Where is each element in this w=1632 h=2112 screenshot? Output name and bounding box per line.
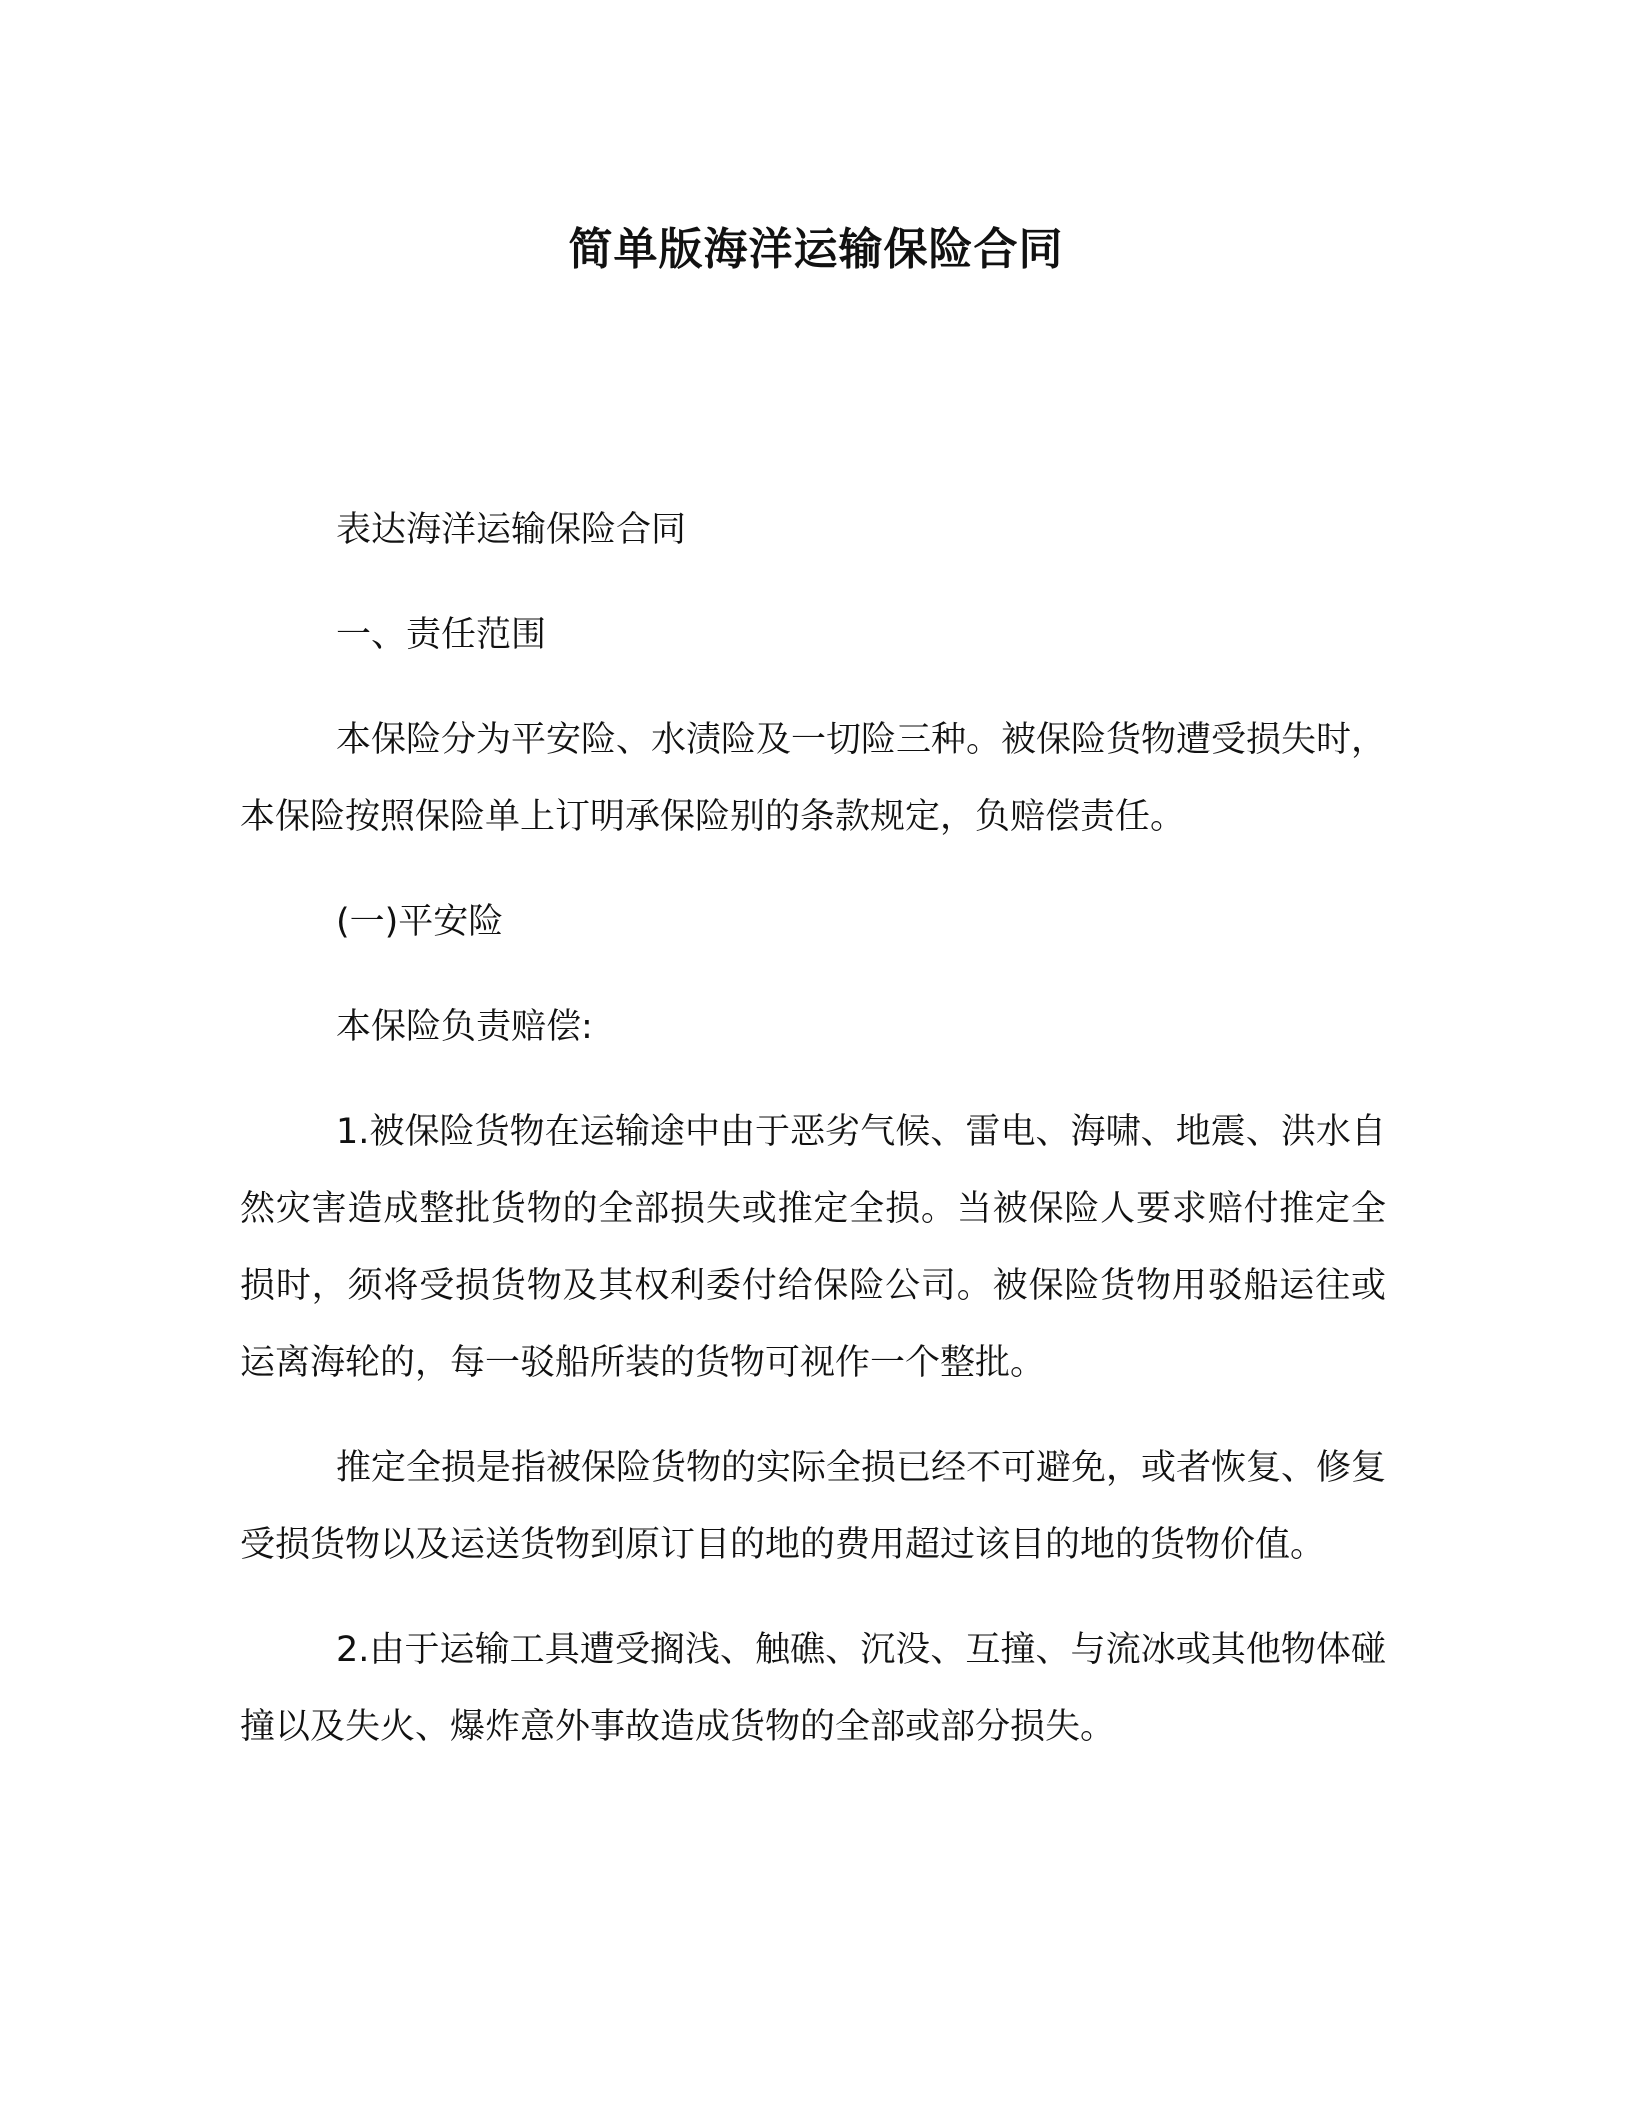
document-title: 简单版海洋运输保险合同 [568, 224, 1064, 275]
contract-subtitle: 表达海洋运输保险合同 [336, 510, 687, 550]
clause-2: 2.由于运输工具遭受搁浅、触礁、沉没、互撞、与流冰或其他物体碰撞以及失火、爆炸意外事故造成货物的全部或部分损失。 [240, 1630, 1386, 1747]
section-heading-liability-scope: 一、责任范围 [336, 615, 547, 655]
subsection-heading-fpa: (一)平安险 [336, 902, 504, 942]
paragraph-liability-intro: 本保险负责赔偿: [336, 1007, 593, 1047]
document-body [240, 492, 1386, 1794]
paragraph-constructive-total-loss: 推定全损是指被保险货物的实际全损已经不可避免，或者恢复、修复受损货物以及运送货物到原订目的地的费用超过该目的地的货物价值。 [240, 1448, 1387, 1565]
paragraph-coverage-types: 本保险分为平安险、水渍险及一切险三种。被保险货物遭受损失时，本保险按照保险单上订明承保险别的条款规定，负赔偿责任。 [240, 720, 1387, 837]
clause-1: 1.被保险货物在运输途中由于恶劣气候、雷电、海啸、地震、洪水自然灾害造成整批货物的全部损失或推定全损。当被保险人要求赔付推定全损时，须将受损货物及其权利委付给保险公司。被保险货物用驳船运往或运离海轮的，每一驳船所装的货物可视作一个整批。 [240, 1112, 1386, 1383]
